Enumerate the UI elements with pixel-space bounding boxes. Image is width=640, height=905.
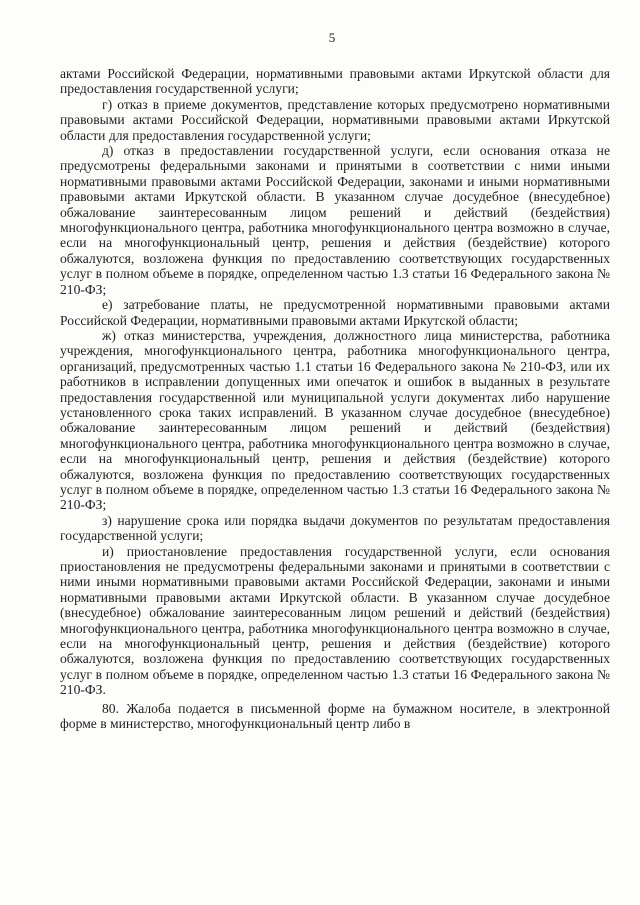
paragraph-item-g: г) отказ в приеме документов, представление которых предусмотрено нормативными правовыми актами Российской Федерации, нормативными правовыми актами Иркутской области для предоставления государственной услуги; [60,96,610,143]
paragraph-item-i: и) приостановление предоставления государственной услуги, если основания приостановления не предусмотрены федеральными законами и принятыми в соответствии с ними иными нормативными правовыми актами Российской Федерации, законами и иными нормативными правовыми актами Иркутской области. В указанном случае досудебное (внесудебное) обжалование заинтересованным лицом решений и действий (бездействия) многофункционального центра, работника многофункционального центра возможно в случае, если на многофункциональный центр, решения и действия (бездействие) которого обжалуются, возложена функция по предоставлению соответствующих государственных услуг в полном объеме в порядке, определенном частью 1.3 статьи 16 Федерального закона № 210-ФЗ. [60,543,610,698]
document-body [60,66,610,731]
paragraph-80: 80. Жалоба подается в письменной форме на бумажном носителе, в электронной форме в министерство, многофункциональный центр либо в [60,700,610,732]
paragraph-item-z: з) нарушение срока или порядка выдачи документов по результатам предоставления государственной услуги; [60,512,610,544]
page-number: 5 [328,30,336,45]
paragraph-item-zh: ж) отказ министерства, учреждения, должностного лица министерства, работника учреждения, многофункционального центра, работника многофункционального центра, организаций, предусмотренных частью 1.1 статьи 16 Федерального закона № 210-ФЗ, или их работников в исправлении допущенных ими опечаток и ошибок в выданных в результате предоставления государственной или муниципальной услуги документах либо нарушение установленного срока таких исправлений. В указанном случае досудебное (внесудебное) обжалование заинтересованным лицом решений и действий (бездействия) многофункционального центра, работника многофункционального центра возможно в случае, если на многофункциональный центр, решения и действия (бездействие) которого обжалуются, возложена функция по предоставлению соответствующих государственных услуг в полном объеме в порядке, определенном частью 1.3 статьи 16 Федерального закона № 210-ФЗ; [60,327,610,513]
paragraph-item-d: д) отказ в предоставлении государственной услуги, если основания отказа не предусмотрены федеральными законами и принятыми в соответствии с ними иными нормативными правовыми актами Российской Федерации, законами и иными нормативными правовыми актами Иркутской области. В указанном случае досудебное (внесудебное) обжалование заинтересованным лицом решений и действий (бездействия) многофункционального центра, работника многофункционального центра возможно в случае, если на многофункциональный центр, решения и действия (бездействие) которого обжалуются, возложена функция по предоставлению соответствующих государственных услуг в полном объеме в порядке, определенном частью 1.3 статьи 16 Федерального закона № 210-ФЗ; [60,143,610,297]
paragraph-item-e: е) затребование платы, не предусмотренной нормативными правовыми актами Российской Федерации, нормативными правовыми актами Иркутской области; [60,297,610,328]
paragraph-continuation: актами Российской Федерации, нормативными правовыми актами Иркутской области для предоставления государственной услуги; [60,66,610,97]
